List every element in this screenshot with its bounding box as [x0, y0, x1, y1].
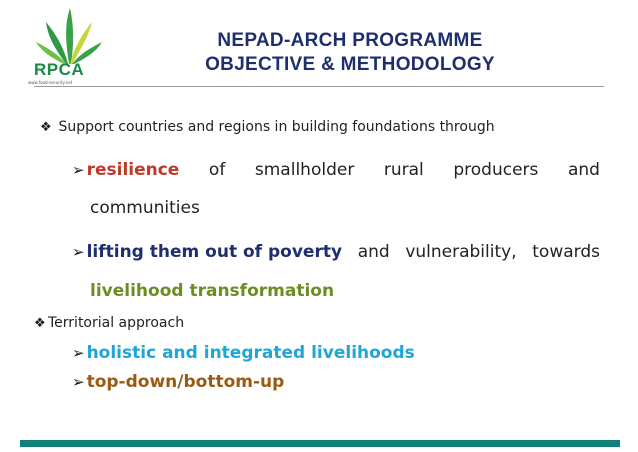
arrow-bullet-icon: ➢ [72, 373, 85, 391]
holistic-text: holistic and integrated livelihoods [86, 343, 415, 363]
diamond-bullet-icon: ❖ [40, 120, 52, 135]
lifting-word-3: towards [532, 242, 600, 262]
resilience-word-4: producers [453, 160, 539, 180]
resilience-word-2: smallholder [254, 160, 355, 180]
page-title-line1: NEPAD-ARCH PROGRAMME [217, 30, 483, 51]
logo-url: www.food-security.net [28, 80, 73, 85]
bullet-lifting [72, 242, 600, 262]
resilience-highlight: resilience [86, 160, 180, 180]
territorial-text: Territorial approach [48, 315, 185, 331]
bullet-holistic [72, 343, 415, 363]
diamond-bullet-icon: ❖ [34, 316, 46, 331]
bullet-topdown [72, 372, 284, 392]
page-title-line2: OBJECTIVE & METHODOLOGY [205, 54, 495, 75]
footer-bar [20, 440, 620, 447]
bullet-support-text: Support countries and regions in building foundations through [58, 119, 495, 135]
lifting-word-1: and [357, 242, 390, 262]
resilience-word-5: and [567, 160, 600, 180]
arrow-bullet-icon: ➢ [72, 161, 85, 179]
bullet-territorial [34, 315, 184, 331]
arrow-bullet-icon: ➢ [72, 243, 85, 261]
resilience-continuation: communities [90, 198, 200, 218]
leaf-logo-icon [26, 4, 112, 66]
bullet-resilience [72, 160, 600, 180]
logo-text: RPCA [34, 60, 85, 79]
resilience-word-3: rural [383, 160, 424, 180]
lifting-word-2: vulnerability, [405, 242, 517, 262]
resilience-word-1: of [208, 160, 226, 180]
bullet-support [40, 119, 495, 135]
header-divider [34, 86, 604, 87]
topdown-text: top-down/bottom-up [86, 372, 285, 392]
poverty-highlight: lifting them out of poverty [86, 242, 343, 262]
arrow-bullet-icon: ➢ [72, 344, 85, 362]
transformation-continuation: livelihood transformation [90, 281, 335, 301]
